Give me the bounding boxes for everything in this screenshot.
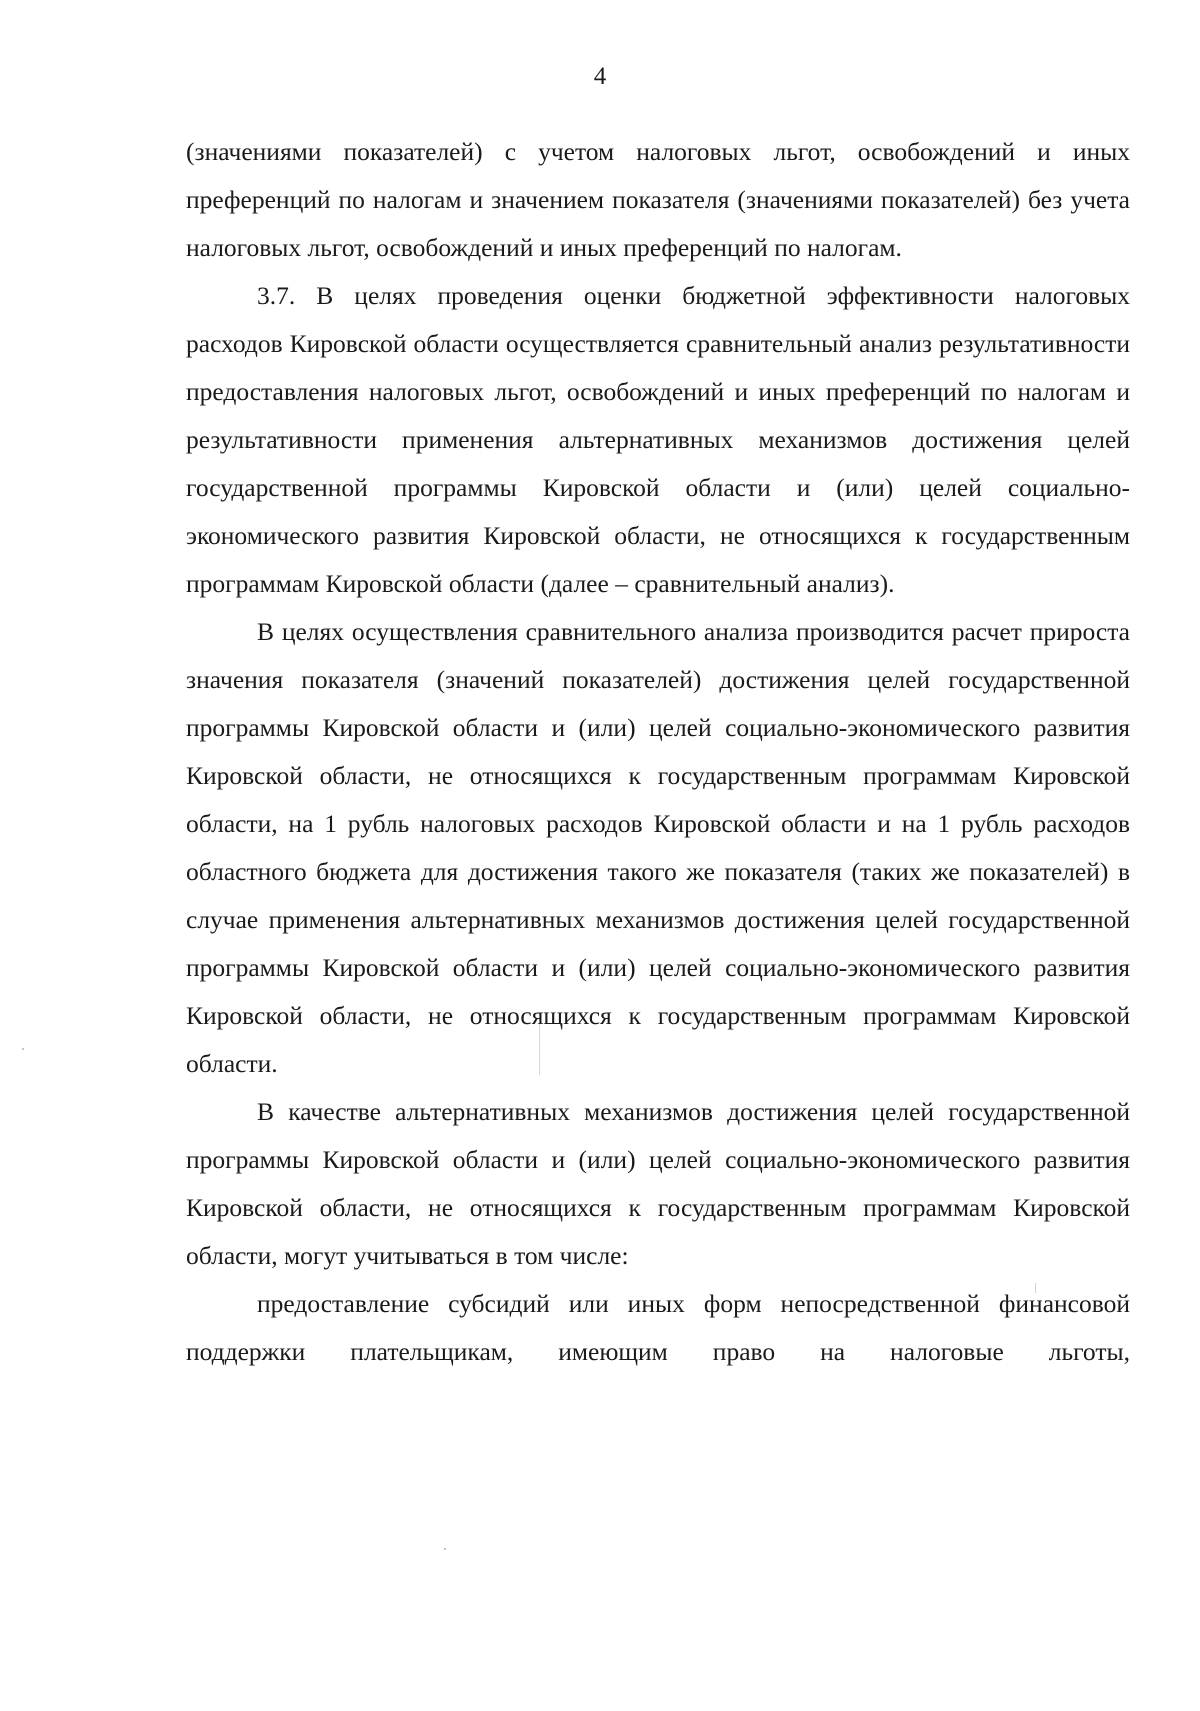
paragraph-3-7: 3.7. В целях проведения оценки бюджетной эффективности налоговых расходов Кировской области осуществляется сравнительный анализ результативности предоставления налоговых льгот, освобождений и иных преференций по налогам и результативности применения альтернативных механизмов достижения целей государственной программы Кировской области и (или) целей социально-экономического развития Кировской области, не относящихся к государственным программам Кировской области (далее – сравнительный анализ). [186,281,1130,598]
scan-artifact [539,1020,540,1075]
document-body [186,128,1130,1376]
scan-artifact [1035,1283,1036,1293]
paragraph-continuation: (значениями показателей) с учетом налоговых льгот, освобождений и иных преференций по налогам и значением показателя (значениями показателей) без учета налоговых льгот, освобождений и иных преференций по налогам. [186,137,1130,262]
page-number: 4 [593,63,607,90]
scan-artifact [22,1048,24,1050]
paragraph-comparative-analysis: В целях осуществления сравнительного анализа производится расчет прироста значения показателя (значений показателей) достижения целей государственной программы Кировской области и (или) целей социально-экономического развития Кировской области, не относящихся к государственным программам Кировской области, на 1 рубль налоговых расходов Кировской области и на 1 рубль расходов областного бюджета для достижения такого же показателя (таких же показателей) в случае применения альтернативных механизмов достижения целей государственной программы Кировской области и (или) целей социально-экономического развития Кировской области, не относящихся к государственным программам Кировской области. [186,617,1130,1078]
scan-artifact [444,1548,446,1550]
paragraph-alternative-mechanisms: В качестве альтернативных механизмов достижения целей государственной программы Кировской области и (или) целей социально-экономического развития Кировской области, не относящихся к государственным программам Кировской области, могут учитываться в том числе: [186,1097,1130,1270]
paragraph-subsidies: предоставление субсидий или иных форм непосредственной финансовой поддержки плательщикам, имеющим право на налоговые льготы, [186,1289,1130,1366]
